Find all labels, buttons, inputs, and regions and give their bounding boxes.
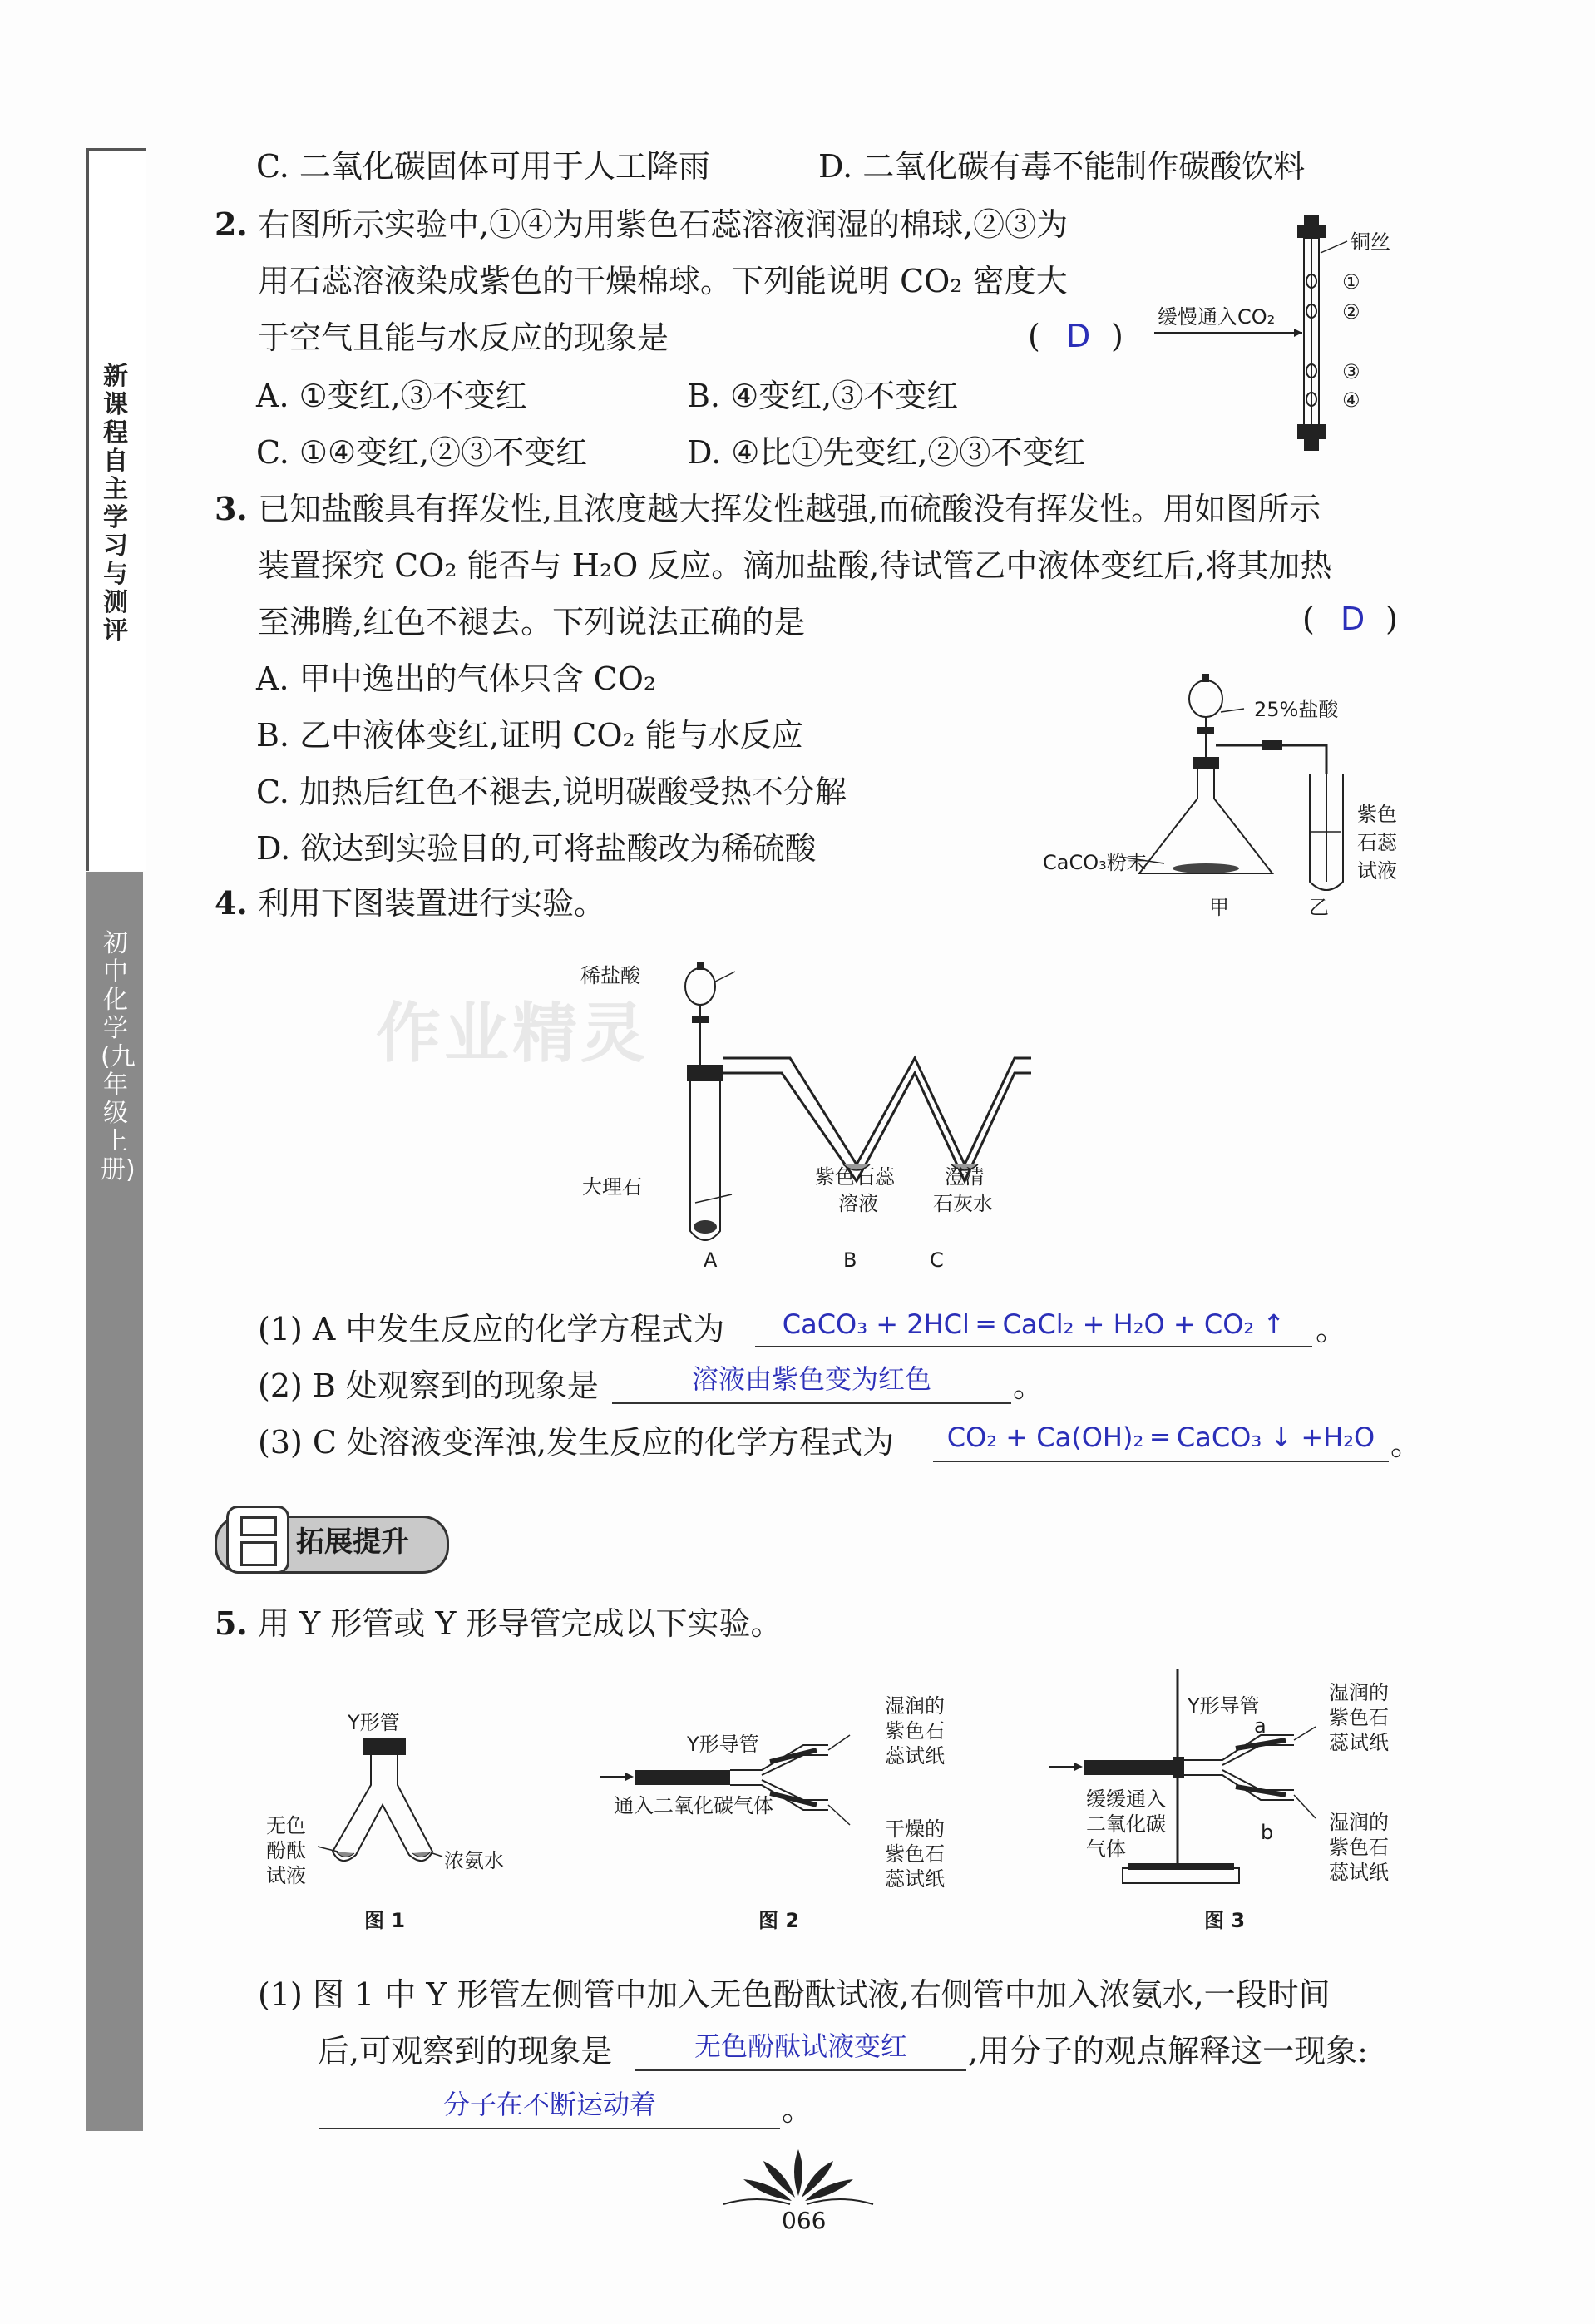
q5-fig1-label-tube: Y形管 <box>348 1711 400 1734</box>
q1-option-c: C. 二氧化碳固体可用于人工降雨 <box>256 148 710 185</box>
q5-sub1-line2b: ,用分子的观点解释这一现象: <box>968 2033 1368 2069</box>
q4-sub3-answer-blank <box>933 1417 1389 1462</box>
q4-label-marble: 大理石 <box>582 1175 642 1199</box>
q5-fig3-label-inlet1: 缓缓通入 <box>1086 1788 1166 1811</box>
q4-sub3-period: 。 <box>1390 1426 1423 1462</box>
q5-sub1-answer1: 无色酚酞试液变红 <box>694 2030 907 2062</box>
q4-stem: 利用下图装置进行实验。 <box>258 885 606 922</box>
q5-fig1-label-left3: 试液 <box>266 1864 306 1887</box>
q2-label-copper: 铜丝 <box>1351 230 1390 254</box>
q4-sub1-text: (1) A 中发生反应的化学方程式为 <box>258 1311 725 1347</box>
q4-sub1-period: 。 <box>1316 1311 1348 1347</box>
q5-fig3-label-inlet3: 气体 <box>1086 1837 1126 1861</box>
q3-label-acid: 25%盐酸 <box>1254 698 1339 721</box>
q5-fig3-caption: 图 3 <box>1204 1909 1246 1932</box>
q2-label-m1: ① <box>1342 270 1360 294</box>
q4-sub3-answer: CO₂ + Ca(OH)₂ ═ CaCO₃ ↓ +H₂O <box>946 1422 1375 1453</box>
q2-option-d: D. ④比①先变红,②③不变红 <box>687 434 1086 471</box>
q3-paren-open: ( <box>1302 601 1315 637</box>
q5-sub1-answer2: 分子在不断运动着 <box>442 2089 656 2120</box>
q4-sub2-text: (2) B 处观察到的现象是 <box>258 1367 599 1404</box>
q4-label-a: A <box>704 1249 718 1272</box>
q2-option-c: C. ①④变红,②③不变红 <box>256 434 588 471</box>
q4-label-lime2: 石灰水 <box>933 1192 993 1215</box>
q4-label-c: C <box>930 1249 944 1272</box>
q2-line3: 于空气且能与水反应的现象是 <box>258 319 669 356</box>
q5-stem: 用 Y 形管或 Y 形导管完成以下实验。 <box>258 1605 783 1642</box>
q5-sub1-line2a: 后,可观察到的现象是 <box>318 2033 613 2069</box>
q4-label-b: B <box>843 1249 857 1272</box>
q1-option-d: D. 二氧化碳有毒不能制作碳酸饮料 <box>818 148 1306 185</box>
q2-option-a: A. ①变红,③不变红 <box>256 378 527 414</box>
q3-option-c: C. 加热后红色不褪去,说明碳酸受热不分解 <box>256 774 847 810</box>
q5-sub1-answer1-blank <box>635 2026 966 2071</box>
q5-fig1-label-left2: 酚酞 <box>266 1839 306 1862</box>
q2-number: 2. <box>215 205 248 243</box>
q4-label-litmus1: 紫色石蕊 <box>815 1165 895 1189</box>
q4-label-lime1: 澄清 <box>945 1165 985 1189</box>
q5-fig2-label-wet1: 湿润的 <box>885 1694 945 1718</box>
q5-fig1-label-right: 浓氨水 <box>444 1849 504 1872</box>
q5-fig1-caption: 图 1 <box>364 1909 406 1932</box>
q5-fig3-label-wet3: 蕊试纸 <box>1329 1731 1389 1754</box>
q5-fig3-label-wetb2: 紫色石 <box>1329 1836 1389 1859</box>
section-title: 拓展提升 <box>296 1525 409 1559</box>
q3-option-b: B. 乙中液体变红,证明 CO₂ 能与水反应 <box>256 717 803 754</box>
q5-fig2-label-wet3: 蕊试纸 <box>885 1744 945 1768</box>
q5-fig2-label-dry2: 紫色石 <box>885 1842 945 1866</box>
q4-sub3-text: (3) C 处溶液变浑浊,发生反应的化学方程式为 <box>258 1424 895 1461</box>
q5-fig2-label-dry1: 干燥的 <box>885 1817 945 1841</box>
q5-sub1-line1: (1) 图 1 中 Y 形管左侧管中加入无色酚酞试液,右侧管中加入浓氨水,一段时间 <box>258 1976 1331 2013</box>
q5-fig2-caption: 图 2 <box>758 1909 800 1932</box>
q4-label-litmus2: 溶液 <box>838 1192 878 1215</box>
q2-option-b: B. ④变红,③不变红 <box>687 378 959 414</box>
q5-fig3-label-b: b <box>1261 1821 1274 1844</box>
q5-fig2-label-dry3: 蕊试纸 <box>885 1867 945 1891</box>
q2-label-inlet: 缓慢通入CO₂ <box>1158 305 1276 329</box>
q5-fig3-label-a: a <box>1254 1714 1267 1738</box>
q3-option-d: D. 欲达到实验目的,可将盐酸改为稀硫酸 <box>256 830 817 867</box>
q3-label-powder: CaCO₃粉末 <box>1043 851 1147 874</box>
sidebar-subject: 初中化学(九年级上册) <box>101 929 136 1184</box>
q4-number: 4. <box>215 884 248 922</box>
q3-number: 3. <box>215 490 248 527</box>
q5-fig3-label-wet1: 湿润的 <box>1329 1681 1389 1704</box>
q5-fig2-label-wet2: 紫色石 <box>885 1719 945 1743</box>
q3-label-litmus3: 试液 <box>1357 859 1397 883</box>
q3-label-jia: 甲 <box>1209 896 1229 919</box>
q3-label-litmus2: 石蕊 <box>1357 831 1397 854</box>
q5-fig3-label-inlet2: 二氧化碳 <box>1086 1812 1166 1836</box>
q2-line2: 用石蕊溶液染成紫色的干燥棉球。下列能说明 CO₂ 密度大 <box>258 263 1068 299</box>
q4-apparatus-figure <box>649 948 1064 1264</box>
q4-sub1-answer-blank <box>755 1304 1312 1347</box>
q3-answer: D <box>1341 601 1365 637</box>
q2-label-m4: ④ <box>1342 388 1360 412</box>
q5-fig3-label-wetb3: 蕊试纸 <box>1329 1861 1389 1884</box>
q2-paren-open: ( <box>1028 318 1040 354</box>
q5-fig3-label-wet2: 紫色石 <box>1329 1706 1389 1729</box>
q5-fig3-label-wetb1: 湿润的 <box>1329 1811 1389 1834</box>
q2-paren-close: ) <box>1111 318 1123 354</box>
page-number: 066 <box>782 2207 827 2234</box>
watermark: 作业精灵 <box>376 996 649 1071</box>
q4-sub1-answer: CaCO₃ + 2HCl ═ CaCl₂ + H₂O + CO₂ ↑ <box>782 1308 1286 1340</box>
q3-label-litmus1: 紫色 <box>1357 803 1397 826</box>
q2-answer: D <box>1066 318 1091 354</box>
q5-fig3-label-tube: Y形导管 <box>1188 1694 1260 1718</box>
q4-label-acid: 稀盐酸 <box>580 964 640 987</box>
q5-sub1-period: 。 <box>782 2091 814 2128</box>
q5-fig2-label-inlet: 通入二氧化碳气体 <box>614 1794 773 1817</box>
q3-label-yi: 乙 <box>1309 896 1329 919</box>
q2-label-m2: ② <box>1342 300 1360 324</box>
q3-line3: 至沸腾,红色不褪去。下列说法正确的是 <box>258 604 806 640</box>
q3-line2: 装置探究 CO₂ 能否与 H₂O 反应。滴加盐酸,待试管乙中液体变红后,将其加热 <box>258 547 1332 584</box>
disk-icon <box>226 1506 289 1574</box>
q2-label-m3: ③ <box>1342 360 1360 383</box>
q4-sub2-answer-blank <box>612 1359 1011 1404</box>
q3-paren-close: ) <box>1385 601 1398 637</box>
q4-sub2-answer: 溶液由紫色变为红色 <box>691 1363 931 1395</box>
q3-line1: 已知盐酸具有挥发性,且浓度越大挥发性越强,而硫酸没有挥发性。用如图所示 <box>258 491 1321 527</box>
q4-sub2-period: 。 <box>1013 1367 1045 1404</box>
q5-fig2-label-tube: Y形导管 <box>687 1733 759 1756</box>
q5-fig1-label-left1: 无色 <box>266 1814 306 1837</box>
q5-sub1-answer2-blank <box>319 2084 780 2129</box>
q5-number: 5. <box>215 1605 248 1642</box>
sidebar-book-title: 新课程自主学习与测评 <box>103 362 128 645</box>
q3-option-a: A. 甲中逸出的气体只含 CO₂ <box>256 660 657 697</box>
q2-line1: 右图所示实验中,①④为用紫色石蕊溶液润湿的棉球,②③为 <box>258 206 1069 243</box>
